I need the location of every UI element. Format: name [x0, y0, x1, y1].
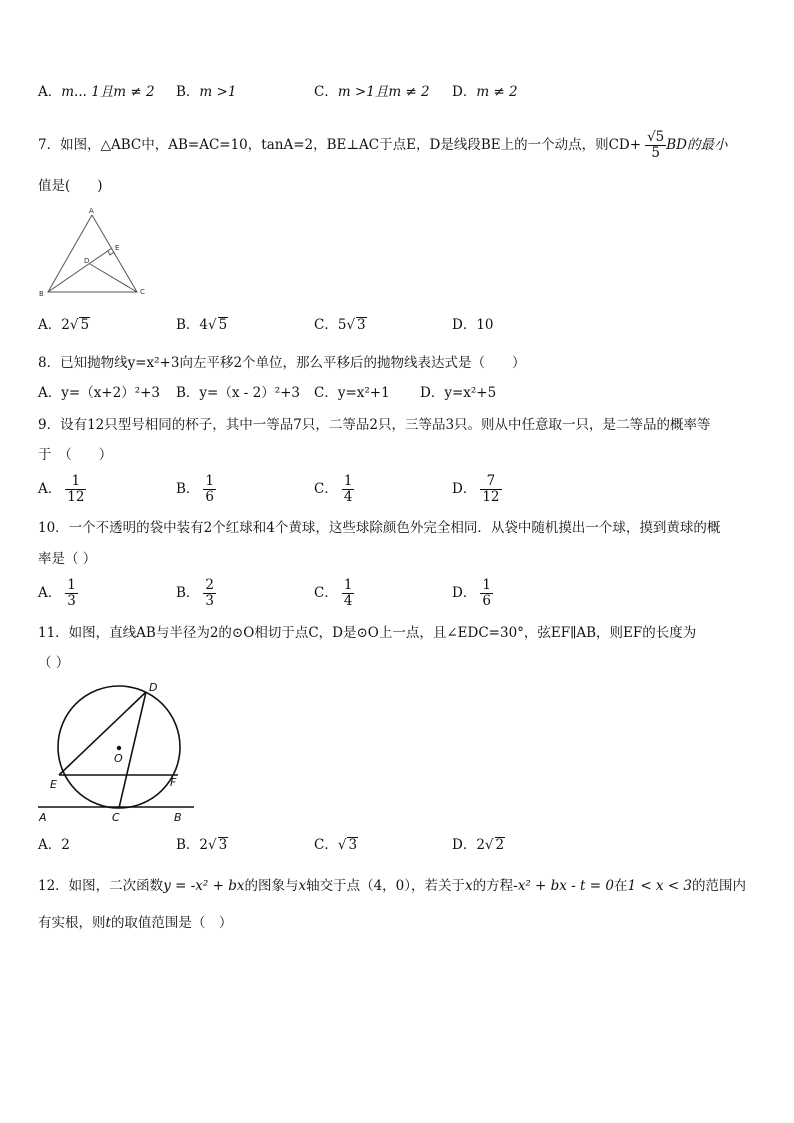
q9-stem: 9．设有12只型号相同的杯子，其中一等品7只，二等品2只，三等品3只。则从中任意取一只，是二等品的概率等 — [38, 417, 711, 433]
label-c: C — [140, 288, 145, 296]
label-e: E — [115, 244, 120, 252]
label-a: A — [39, 811, 47, 824]
q8-stem: 8．已知抛物线y=x²+3向左平移2个单位，那么平移后的抛物线表达式是（ ） — [38, 355, 526, 371]
q11-option-b[interactable]: B．2√ 3 — [176, 837, 228, 853]
q9-option-b[interactable]: B． $\frac{1}{6}$ — [176, 473, 215, 505]
label-b: B — [174, 811, 182, 824]
q11-options — [0, 836, 794, 876]
q7-option-b[interactable]: B．4√ 5 — [176, 317, 228, 333]
q9-option-d[interactable]: D． $\frac{7}{12}$ — [452, 473, 500, 505]
q7-option-d[interactable]: D．10 — [452, 317, 494, 333]
q10-option-c[interactable]: C． $\frac{1}{4}$ — [314, 577, 353, 609]
q7-stem-text: 7．如图，△ABC中，AB=AC=10，tanA=2，BE⊥AC于点E，D是线段BE上的一个动点，则CD+ — [38, 137, 642, 153]
label-d: D — [149, 681, 158, 694]
q10-option-a[interactable]: A． $\frac{1}{3}$ — [38, 577, 76, 609]
q10-options — [0, 578, 794, 618]
q9-options — [0, 474, 794, 514]
q7-options — [0, 316, 794, 356]
q9-option-a[interactable]: A． $\frac{1}{12}$ — [38, 473, 85, 505]
q11-option-a[interactable]: A．2 — [38, 837, 70, 853]
q10-stem-line2: 率是（ ） — [38, 551, 97, 567]
q6-option-b[interactable]: B．m >1 — [176, 84, 237, 100]
label-f: F — [170, 776, 177, 789]
q7-triangle-figure — [38, 206, 154, 298]
q12-stem-line2: 有实根，则t的取值范围是（ ） — [38, 915, 233, 931]
label-o: O — [114, 752, 123, 765]
q9-stem-line2: 于 （ ） — [38, 447, 113, 463]
q7-stem-end: BD的最小 — [666, 137, 728, 153]
q8-option-d[interactable]: D．y=x²+5 — [420, 385, 497, 401]
q8-option-b[interactable]: B．y=（x - 2）²+3 — [176, 385, 301, 401]
label-b: B — [39, 290, 44, 298]
label-e: E — [50, 778, 57, 791]
q6-option-a[interactable]: A．m... 1且m ≠ 2 — [38, 84, 155, 100]
q7-option-a[interactable]: A．2√ 5 — [38, 317, 90, 333]
q7-option-c[interactable]: C．5√ 3 — [314, 317, 366, 333]
q8-option-c[interactable]: C．y=x²+1 — [314, 385, 390, 401]
segment-cd — [90, 264, 137, 292]
segment-be — [48, 248, 112, 292]
q8-option-a[interactable]: A．y=（x+2）²+3 — [38, 385, 161, 401]
triangle-abc — [48, 215, 137, 292]
segment-de — [59, 692, 146, 775]
q7-frac-den: 5 — [651, 145, 660, 161]
q11-option-d[interactable]: D．2√ 2 — [452, 837, 505, 853]
q7-stem — [38, 130, 728, 161]
q7-stem-line2: 值是( ) — [38, 178, 103, 194]
q10-option-b[interactable]: B． $\frac{2}{3}$ — [176, 577, 215, 609]
q12-stem: 12．如图，二次函数y = -x² + bx的图象与x轴交于点（4，0），若关于x的方程-x² + bx - t = 0在1 < x < 3的范围内 — [38, 878, 747, 894]
q7-frac-num: √5 — [647, 129, 665, 145]
q11-stem: 11．如图，直线AB与半径为2的⊙O相切于点C，D是⊙O上一点，且∠EDC=30°，弦EF∥AB，则EF的长度为 — [38, 625, 697, 641]
q6-options — [0, 83, 794, 123]
q9-option-c[interactable]: C． $\frac{1}{4}$ — [314, 473, 353, 505]
q11-stem-line2: （ ） — [38, 655, 70, 671]
center-point — [117, 746, 121, 750]
q10-option-d[interactable]: D． $\frac{1}{6}$ — [452, 577, 491, 609]
q11-option-c[interactable]: C．√ 3 — [314, 837, 358, 853]
label-c: C — [112, 811, 120, 824]
q10-stem: 10．一个不透明的袋中装有2个红球和4个黄球，这些球除颜色外完全相同．从袋中随机摸出一个球，摸到黄球的概 — [38, 520, 721, 536]
label-d: D — [84, 257, 90, 265]
q6-option-c[interactable]: C．m >1且m ≠ 2 — [314, 84, 430, 100]
label-a: A — [89, 207, 94, 215]
q6-option-d[interactable]: D．m ≠ 2 — [452, 84, 518, 100]
q7-fraction — [645, 130, 666, 161]
q11-circle-figure — [36, 676, 196, 826]
segment-dc — [119, 692, 146, 808]
